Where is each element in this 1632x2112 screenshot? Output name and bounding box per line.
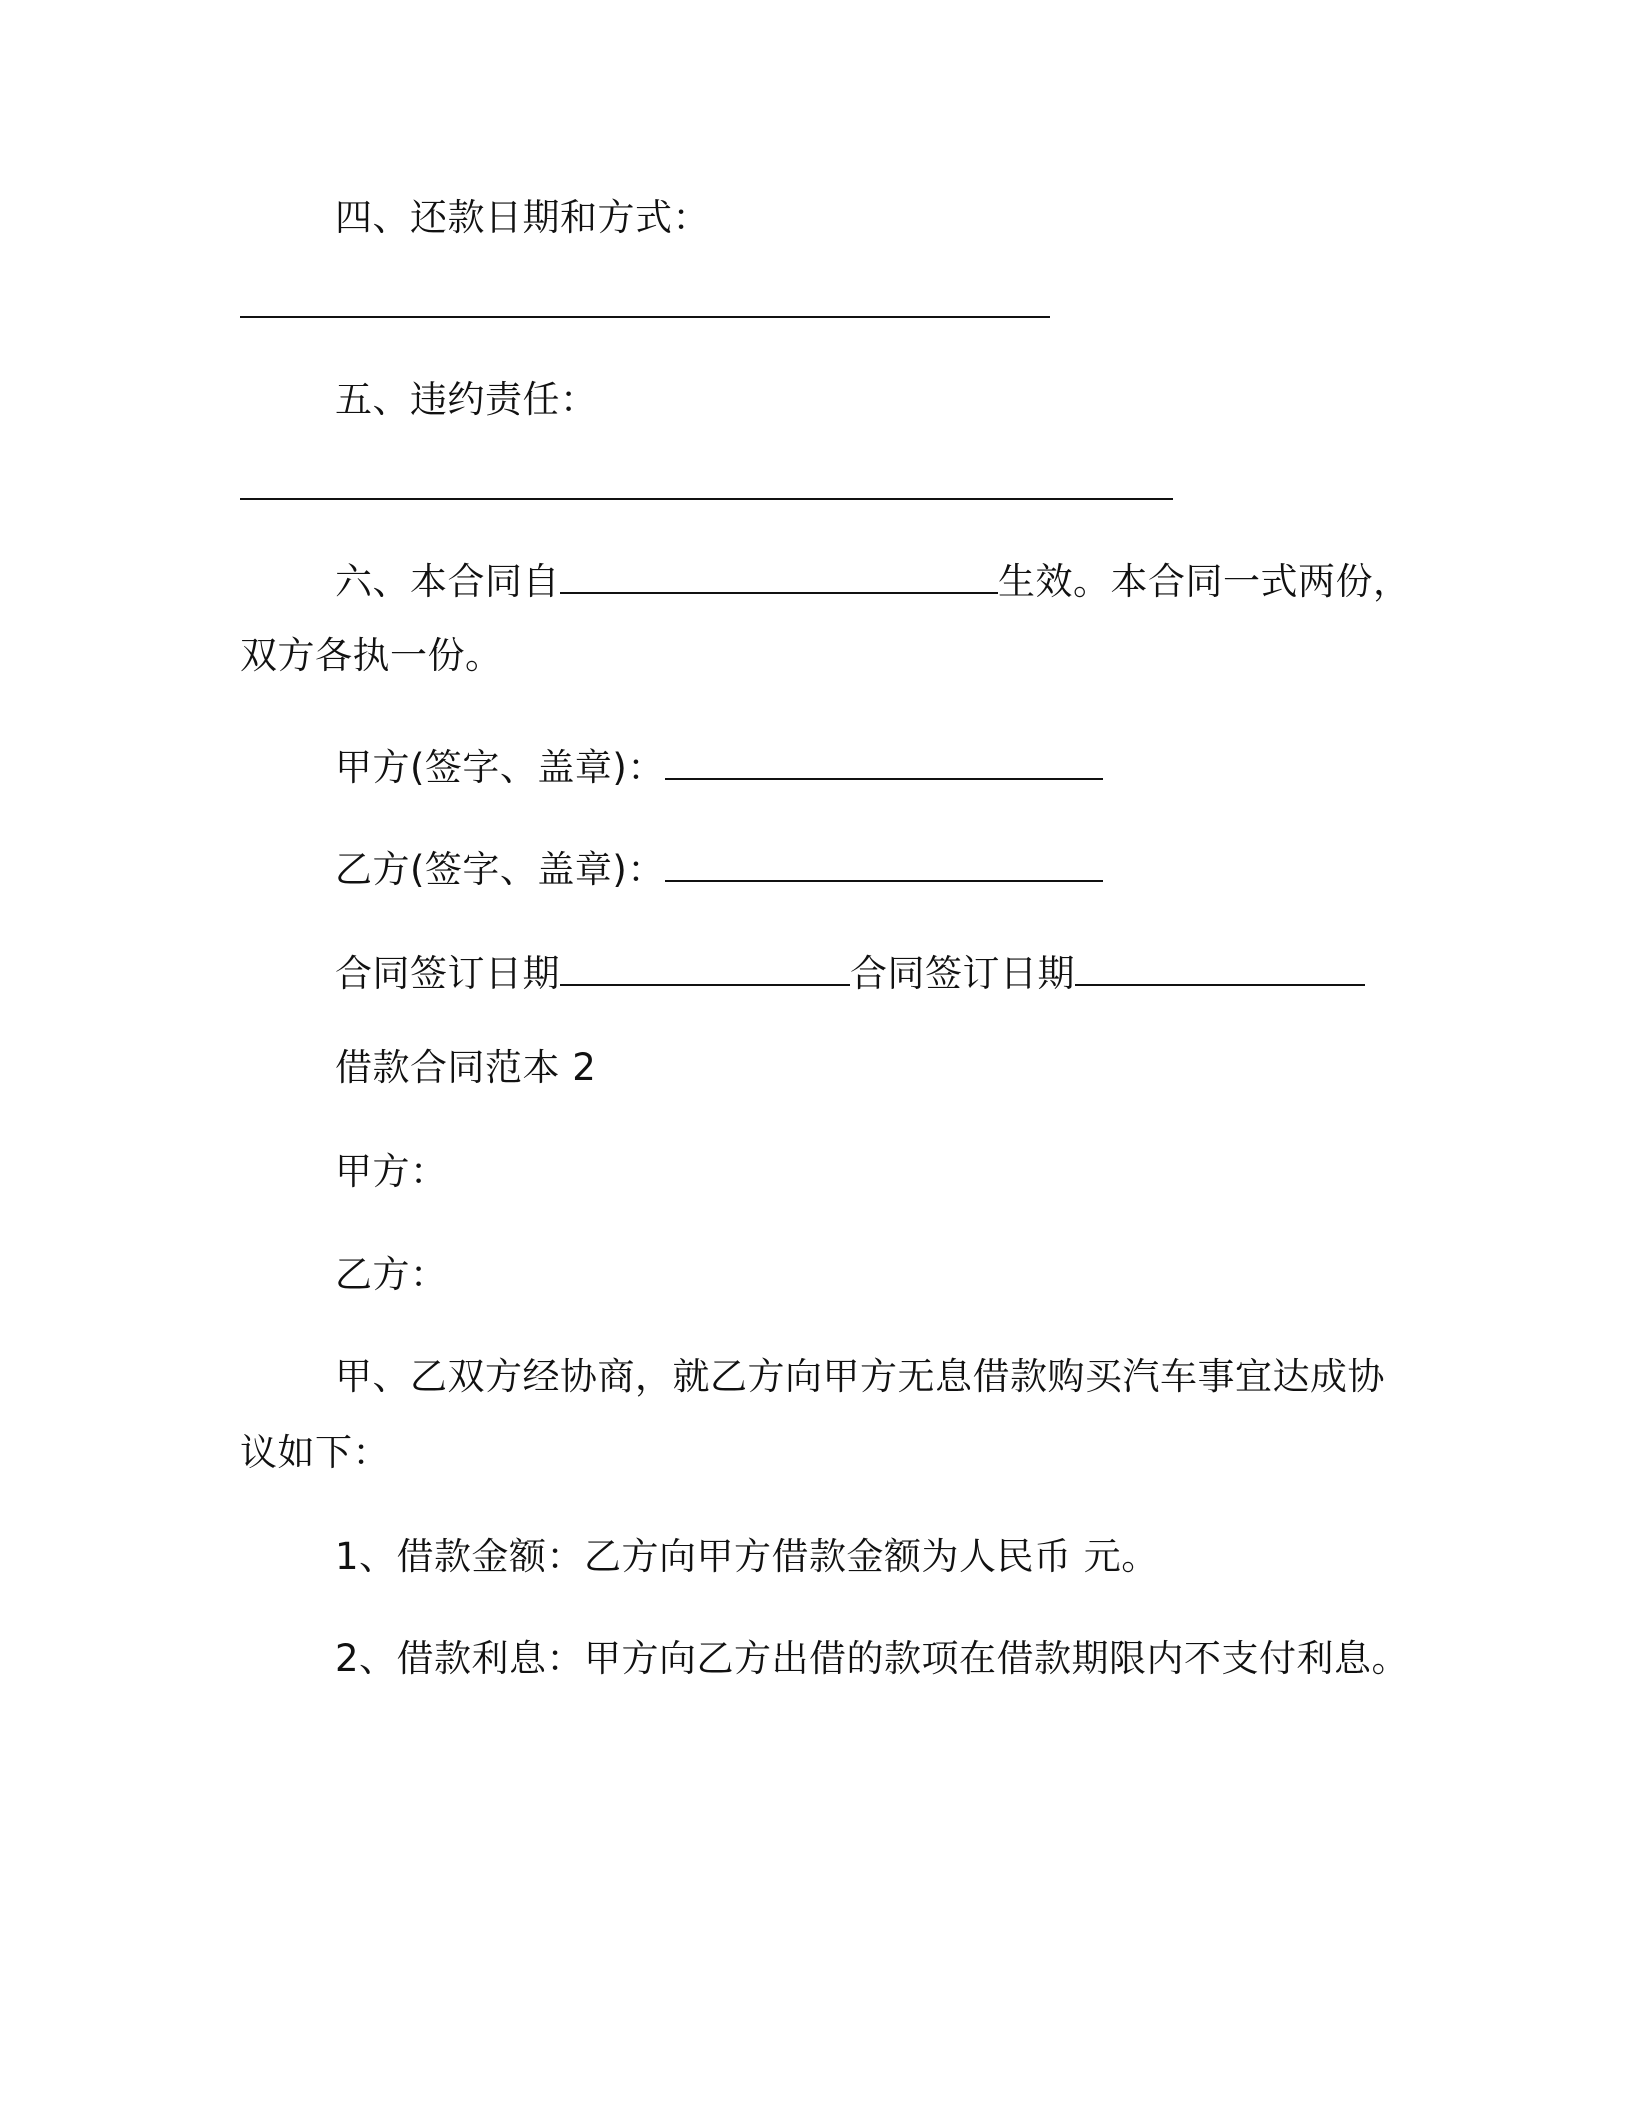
party-a-signature-blank <box>665 744 1103 780</box>
section-6-line-2: 双方各执一份。 <box>240 634 503 677</box>
party-a-signature-line <box>335 744 1103 790</box>
party-b-signature-line <box>335 846 1103 892</box>
section-4-heading: 四、还款日期和方式： <box>335 196 710 239</box>
party-a-label: 甲方： <box>335 1150 448 1193</box>
intro-paragraph-line-1: 甲、乙双方经协商，就乙方向甲方无息借款购买汽车事宜达成协 <box>335 1355 1385 1398</box>
party-b-signature-blank <box>665 846 1103 882</box>
template-2-title: 借款合同范本 2 <box>335 1046 597 1089</box>
party-b-signature-label: 乙方(签字、盖章)： <box>335 848 665 891</box>
party-a-signature-label: 甲方(签字、盖章)： <box>335 746 665 789</box>
effective-date-blank <box>560 558 998 594</box>
signing-date-blank-1 <box>560 950 850 986</box>
section-5-heading: 五、违约责任： <box>335 378 598 421</box>
signing-date-blank-2 <box>1075 950 1365 986</box>
section-4-blank-line <box>240 316 1050 318</box>
section-6-suffix: 生效。本合同一式两份， <box>998 560 1411 603</box>
signing-date-label-2: 合同签订日期 <box>850 952 1075 995</box>
signing-date-label-1: 合同签订日期 <box>335 952 560 995</box>
signing-date-line <box>335 950 1365 996</box>
section-5-blank-line <box>240 498 1173 500</box>
section-6-prefix: 六、本合同自 <box>335 560 560 603</box>
intro-paragraph-line-2: 议如下： <box>240 1431 390 1474</box>
party-b-label: 乙方： <box>335 1253 448 1296</box>
clause-2-loan-interest: 2、借款利息：甲方向乙方出借的款项在借款期限内不支付利息。 <box>335 1637 1410 1680</box>
clause-1-loan-amount: 1、借款金额：乙方向甲方借款金额为人民币 元。 <box>335 1535 1159 1578</box>
section-6-line-1 <box>335 558 1411 604</box>
